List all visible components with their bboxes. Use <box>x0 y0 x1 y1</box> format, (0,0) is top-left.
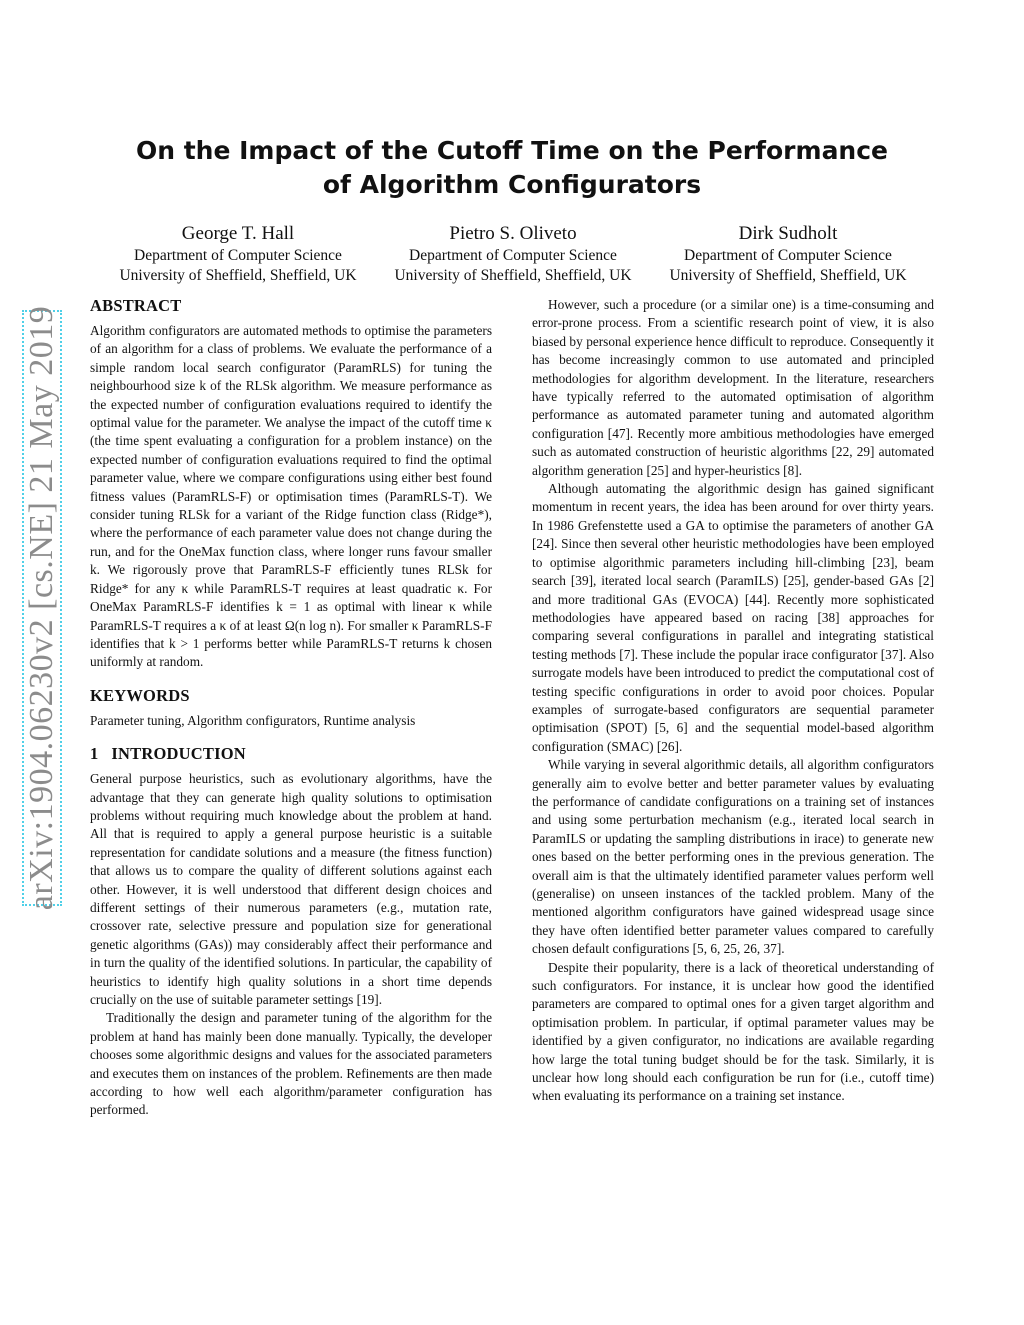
author-department: Department of Computer Science <box>684 247 892 264</box>
right-column <box>532 296 934 1106</box>
author-block-3 <box>643 222 933 286</box>
intro-paragraph-3: However, such a procedure (or a similar one) is a time-consuming and error-prone process. From a scientific research point of view, it is also biased by personal experience hence difficult to reproduce. Consequently it has become increasingly common to use automated and principled methodologies for algorithm development. In the literature, researchers have typically referred to the automated optimisation of algorithm performance as automated parameter tuning and automated algorithm configuration [47]. Recently more ambitious methodologies have emerged such as automated construction of heuristic algorithms [22, 29] automated algorithm generation [25] and hyper-heuristics [8]. <box>532 297 934 478</box>
introduction-heading: 1 INTRODUCTION <box>90 744 246 764</box>
arxiv-identifier-text: arXiv:1904.06230v2 [cs.NE] 21 May 2019 <box>23 305 61 911</box>
author-name: George T. Hall <box>181 223 295 244</box>
author-affiliation: University of Sheffield, Sheffield, UK <box>669 267 907 284</box>
author-affiliation: University of Sheffield, Sheffield, UK <box>394 267 632 284</box>
keywords-text: Parameter tuning, Algorithm configurators, Runtime analysis <box>90 712 416 728</box>
intro-paragraph-5: While varying in several algorithmic details, all algorithm configurators generally aim to evolve better and better parameter values by evaluating the performance of candidate configurations on a training set of instances and using some perturbation mechanism (e.g., iterated local search in ParamILS or updating the sampling distributions in irace) to generate new ones based on the better performing ones in the previous generation. The overall aim is that the ultimately identified parameter values perform well (generalise) on unseen instances of the tackled problem. Many of the mentioned algorithm configurators have gained widespread usage since they have often identified better parameter values compared to carefully chosen default configurations [5, 6, 25, 26, 37]. <box>532 757 934 957</box>
author-name: Dirk Sudholt <box>738 223 838 244</box>
author-department: Department of Computer Science <box>409 247 617 264</box>
abstract-heading: ABSTRACT <box>90 296 182 315</box>
author-affiliation: University of Sheffield, Sheffield, UK <box>119 267 357 284</box>
arxiv-identifier-stamp <box>22 305 62 911</box>
author-name: Pietro S. Oliveto <box>449 223 577 244</box>
author-block-1 <box>93 222 383 286</box>
intro-paragraph-1: General purpose heuristics, such as evolutionary algorithms, have the advantage that they can generate high quality solutions to optimisation problems without requiring much knowledge about the problem at hand. All that is required to apply a general purpose heuristic is a suitable representation for candidate solutions and a measure (the fitness function) that allows us to compare the quality of different solutions against each other. However, it is well understood that different design choices and different settings of their numerous parameters (e.g., mutation rate, crossover rate, selective pressure and population size for generational genetic algorithms (GAs)) may considerably affect their performance and in turn the quality of the identified solutions. In particular, the capability of heuristics to identify high quality solutions in a short time depends crucially on the use of suitable parameter settings [19]. <box>90 771 492 1007</box>
author-block-2 <box>368 222 658 286</box>
intro-paragraph-6: Despite their popularity, there is a lack of theoretical understanding of such configurators. For instance, it is unclear how good the identified parameters are compared to optimal ones for a given target algorithm and optimisation problem. In particular, if optimal parameter values may be identified by a given configurator, no indications are available regarding how large the total tuning budget should be for the task. Similarly, it is unclear how long should each configuration be run for (i.e., cutoff time) when evaluating its performance on a training set instance. <box>532 959 934 1104</box>
intro-paragraph-2: Traditionally the design and parameter tuning of the algorithm for the problem at hand has mainly been done manually. Typically, the developer chooses some algorithmic designs and values for the associated parameters and executes them on instances of the problem. Refinements are then made according to how well each algorithm/parameter configuration has performed. <box>90 1010 492 1118</box>
left-column <box>90 296 492 1120</box>
intro-paragraph-4: Although automating the algorithmic design has gained significant momentum in recent years, the idea has been around for over thirty years. In 1986 Grefenstette used a GA to optimise the parameters of another GA [24]. Since then several other heuristic methodologies have been employed to optimise algorithmic parameters including hill-climbing [23], beam search [39], iterated local search (ParamILS) [25], gender-based GAs [2] and more traditional GAs (EVOCA) [44]. Recently more sophisticated methodologies have appeared based on racing [38] approaches for comparing several configurations in parallel and integrating statistical testing methods [7]. These include the popular irace configurator [37]. Also surrogate models have been introduced to predict the computational cost of testing specific configurations in order to avoid poor choices. Popular examples of surrogate-based configurators are sequential parameter optimisation (SPOT) [5, 6] and the sequential model-based algorithm configuration (SMAC) [26]. <box>532 481 934 754</box>
author-department: Department of Computer Science <box>134 247 342 264</box>
keywords-heading: KEYWORDS <box>90 685 190 705</box>
abstract-text: Algorithm configurators are automated methods to optimise the parameters of an algorithm for a class of problems. We evaluate the performance of a simple random local search configurator (ParamRLS) for tuning the neighbourhood size k of the RLSk algorithm. We measure performance as the expected number of configuration evaluations required to identify the optimal value for the parameter. We analyse the impact of the cutoff time κ (the time spent evaluating a configuration for a problem instance) on the expected number of configuration evaluations required to find the optimal parameter value, where we compare configurations using either best found fitness values (ParamRLS-F) or optimisation times (ParamRLS-T). We consider tuning RLSk for a variant of the Ridge function class (Ridge*), where the performance of each parameter value does not change during the run, and for the OneMax function class, where longer runs favour smaller k. We rigorously prove that ParamRLS-F efficiently tunes RLSk for Ridge* for any κ while ParamRLS-T requires at least quadratic κ. For OneMax ParamRLS-F identifies k = 1 as optimal with linear κ while ParamRLS-T requires a κ of at least Ω(n log n). For smaller κ ParamRLS-F identifies that k > 1 performs better while ParamRLS-T returns k chosen uniformly at random. <box>90 323 492 670</box>
paper-title: On the Impact of the Cutoff Time on the Performance of Algorithm Configurators <box>135 136 889 199</box>
